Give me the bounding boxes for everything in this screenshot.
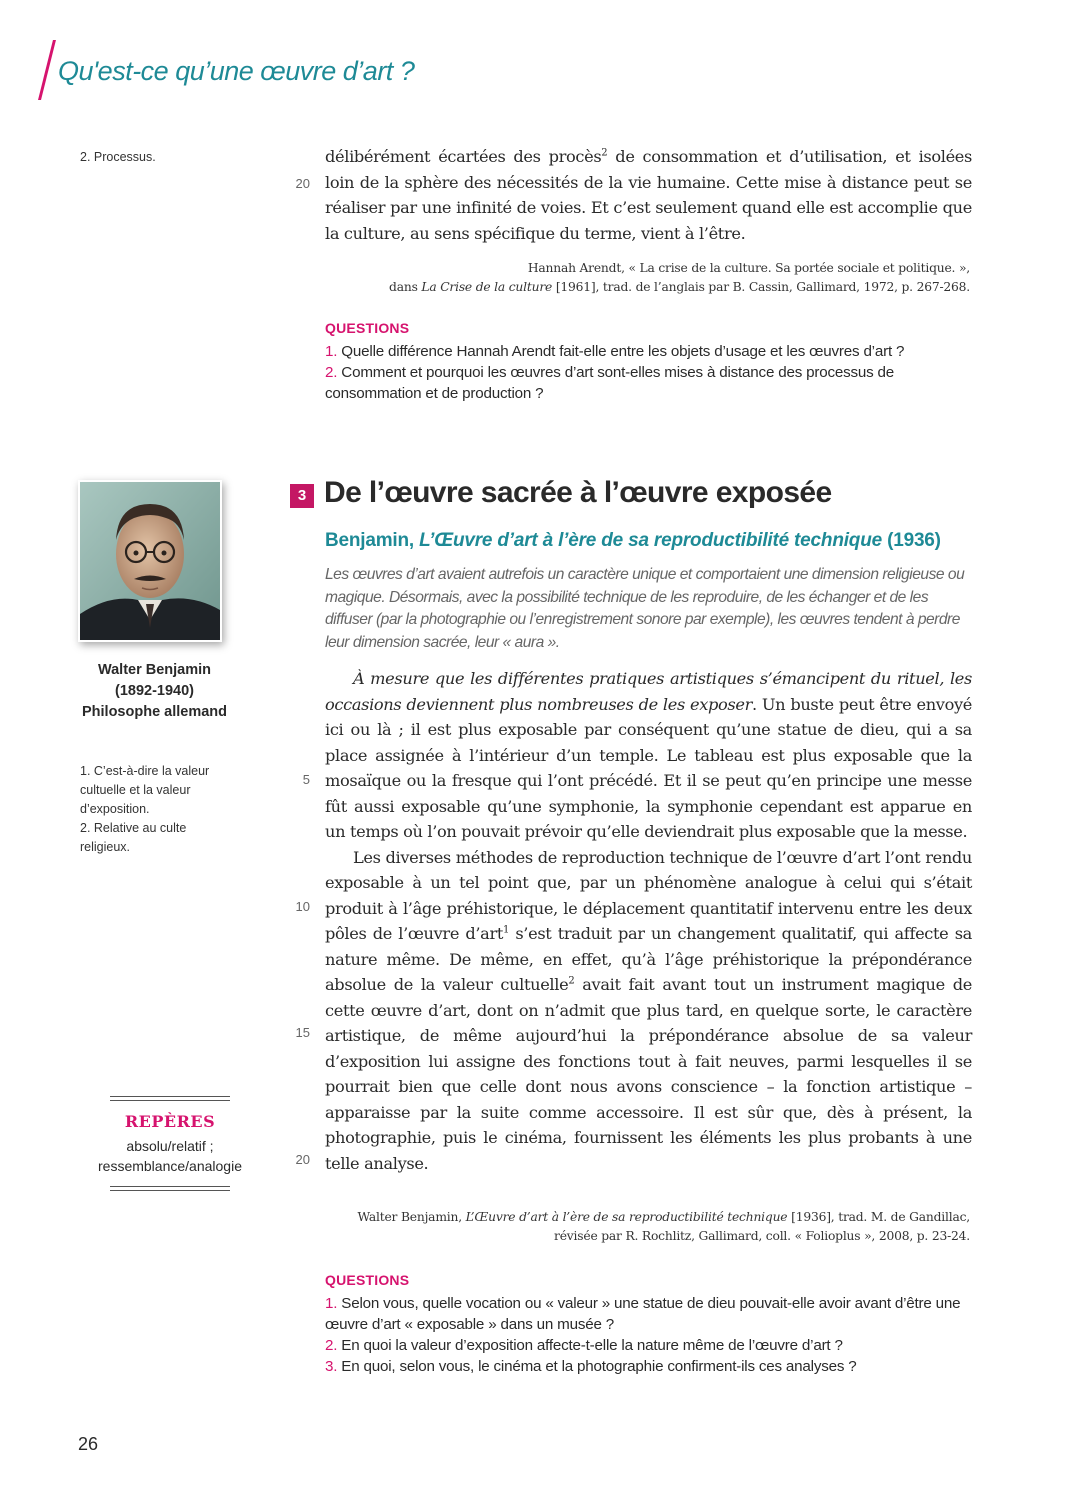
paragraph xyxy=(325,845,972,1177)
line-number: 5 xyxy=(302,772,310,787)
subtitle-work: L’Œuvre d’art à l’ère de sa reproductibilité technique xyxy=(419,530,882,551)
reperes-rule-bottom xyxy=(110,1190,230,1191)
reperes-rule-top xyxy=(110,1100,230,1101)
section-number-badge: 3 xyxy=(290,484,314,508)
citation-text: Walter Benjamin, xyxy=(357,1210,466,1224)
footnote-ref-1: 1 xyxy=(503,924,510,936)
question-number: 2. xyxy=(325,364,338,381)
section-title: De l’œuvre sacrée à l’œuvre exposée xyxy=(324,476,832,509)
question-number: 3. xyxy=(325,1358,338,1375)
page-number: 26 xyxy=(78,1434,99,1454)
question-number: 1. xyxy=(325,343,338,360)
footnote-2: 2. Relative au culte religieux. xyxy=(80,821,187,854)
citation-work-title: La Crise de la culture xyxy=(421,280,553,294)
subtitle-year: (1936) xyxy=(882,530,941,551)
header-slash-decoration xyxy=(38,40,56,100)
section-introduction: Les œuvres d’art avaient autrefois un caractère unique et comportaient une dimension religieuse ou magique. Désormais, avec la possibilité technique de les reproduire, de les échanger et de les diffuser (par la photographie ou l’enregistrement sonore par exemple), les œuvres tendent à perdre leur dimension sacrée, leur « aura ». xyxy=(325,566,965,651)
question-item xyxy=(325,1335,975,1356)
portrait-caption xyxy=(62,660,247,723)
citation-text: [1936], trad. M. de Gandillac, xyxy=(787,1210,970,1224)
questions-list xyxy=(325,341,975,404)
footnote-ref-2: 2 xyxy=(601,147,608,159)
line-number: 20 xyxy=(295,176,310,191)
question-item xyxy=(325,362,975,404)
citation-work-title: L’Œuvre d’art à l’ère de sa reproductibilité technique xyxy=(465,1210,788,1224)
author-name: Walter Benjamin xyxy=(97,662,212,678)
question-text: Quelle différence Hannah Arendt fait-elle entre les objets d’usage et les œuvres d’art ? xyxy=(337,343,905,360)
question-text: En quoi, selon vous, le cinéma et la photographie confirment-ils ces analyses ? xyxy=(337,1358,857,1375)
arendt-citation xyxy=(325,259,970,297)
text-segment: délibérément écartées des procès xyxy=(325,147,602,166)
questions-list xyxy=(325,1293,975,1377)
footnote-ref-2: 2 xyxy=(568,975,575,987)
portrait-image xyxy=(80,482,220,640)
paragraph xyxy=(325,666,972,845)
reperes-rule-top xyxy=(110,1096,230,1097)
benjamin-citation xyxy=(300,1208,970,1246)
subtitle-author: Benjamin, xyxy=(325,530,420,551)
text-segment: . Un buste peut être envoyé ici ou là ; il est plus exposable par conséquent qu’une statue de dieu, qui a sa place assignée à l’intérieur d’un temple. Le tableau est plus exposable que la mosaïque ou la fresque qui l’ont précédé. Et il se peut qu’en principe une messe fût aussi exposable qu’une symphonie, la symphonie cependant est apparue en un temps où l’on pouvait prévoir qu’elle deviendrait plus exposable que la messe. xyxy=(325,694,972,841)
questions-heading: QUESTIONS xyxy=(325,320,410,336)
line-number: 20 xyxy=(295,1152,310,1167)
citation-line: révisée par R. Rochlitz, Gallimard, coll. « Folioplus », 2008, p. 23-24. xyxy=(554,1229,970,1243)
reperes-rule-bottom xyxy=(110,1186,230,1187)
question-item xyxy=(325,1356,975,1377)
section-subtitle xyxy=(325,530,941,552)
text-segment: avait fait avant tout un instrument magique de cette œuvre d’art, dont on n’admit que plus tard, en quelque sorte, le caractère artistique, de même aujourd’hui la prépondérance absolue de sa valeur d’exposition lui assigne des fonctions tout à fait neuves, parmi lesquelles il se pourrait bien que celle dont nous avons conscience – la fonction artistique – apparaisse par la suite comme accessoire. Il est sûr que, dès à présent, la photographie, puis le cinéma, fournissent les éléments les plus probants à une telle analyse. xyxy=(325,975,972,1173)
citation-text: [1961], trad. de l’anglais par B. Cassin, Gallimard, 1972, p. 267-268. xyxy=(552,280,970,294)
chapter-title: Qu'est-ce qu’une œuvre d’art ? xyxy=(58,56,415,86)
reperes-title: REPÈRES xyxy=(124,1112,216,1131)
benjamin-text xyxy=(325,666,972,1176)
questions-heading: QUESTIONS xyxy=(325,1272,410,1288)
question-text: Comment et pourquoi les œuvres d’art sont-elles mises à distance des processus de consommation et de production ? xyxy=(325,364,895,402)
citation-line: Hannah Arendt, « La crise de la culture. Sa portée sociale et politique. », xyxy=(527,261,970,275)
question-number: 2. xyxy=(325,1337,338,1354)
citation-text: dans xyxy=(389,280,422,294)
line-number: 10 xyxy=(295,899,310,914)
question-number: 1. xyxy=(325,1295,338,1312)
question-text: Selon vous, quelle vocation ou « valeur » une statue de dieu pouvait-elle avoir avant d’être une œuvre d’art « exposable » dans un musée ? xyxy=(325,1295,961,1333)
author-dates: (1892-1940) xyxy=(115,683,194,699)
reperes-text xyxy=(70,1136,270,1176)
text-italic: À mesure que les différentes pratiques artistiques s’émancipent du rituel, les occasions deviennent plus nombreuses de les exposer xyxy=(325,669,972,714)
question-item xyxy=(325,341,975,362)
footnote-1: 1. C’est-à-dire la valeur cultuelle et la valeur d’exposition. xyxy=(80,764,210,816)
author-description: Philosophe allemand xyxy=(81,704,228,720)
question-text: En quoi la valeur d’exposition affecte-t-elle la nature même de l’œuvre d’art ? xyxy=(337,1337,843,1354)
text-segment: Les diverses méthodes de reproduction technique de l’œuvre d’art l’ont rendu exposable à un tel point que, par un phénomène analogue à celui qui s’était produit à l’âge préhistorique, le déplacement quantitatif intervenu entre les deux pôles de l’œuvre d’art xyxy=(325,847,972,943)
line-number: 15 xyxy=(295,1025,310,1040)
text-segment: s’est traduit par un changement qualitatif, qui affecte sa nature même. De même, en effet, qu’à l’âge préhistorique la prépondérance absolue de la valeur cultuelle xyxy=(325,924,972,994)
reperes-line: ressemblance/analogie xyxy=(98,1158,242,1174)
arendt-text-continuation xyxy=(325,144,972,246)
question-item xyxy=(325,1293,975,1335)
benjamin-footnotes xyxy=(80,762,230,857)
footnote-processus: 2. Processus. xyxy=(80,150,156,164)
portrait-photo xyxy=(78,480,222,642)
reperes-line: absolu/relatif ; xyxy=(126,1138,214,1154)
text-segment: de consommation et d’utilisation, et isolées loin de la sphère des nécessités de la vie humaine. Cette mise à distance peut se réaliser par une infinité de voies. Et c’est seulement quand elle est accomplie que la culture, au sens spécifique du terme, vient à l’être. xyxy=(325,147,972,243)
